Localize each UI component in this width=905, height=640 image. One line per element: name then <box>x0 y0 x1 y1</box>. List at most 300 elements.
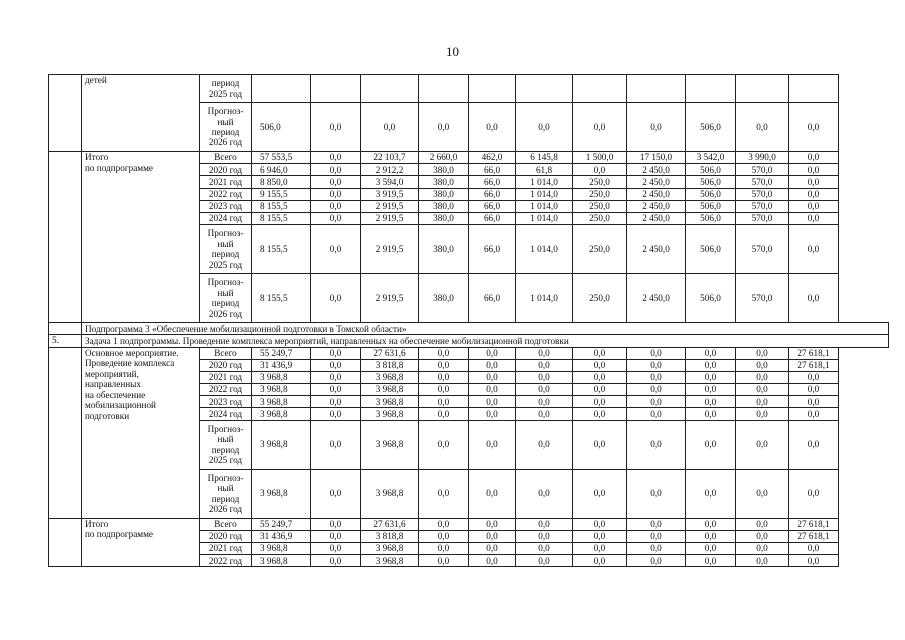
value-cell: 0,0 <box>469 359 516 371</box>
value-cell: 8 155,5 <box>252 200 311 212</box>
value-cell: 0,0 <box>419 384 469 396</box>
table-row <box>49 152 889 164</box>
value-cell: 506,0 <box>686 176 736 188</box>
period-line: 2022 год <box>208 555 243 566</box>
value-cell: 27 618,1 <box>789 530 839 542</box>
value-cell: 0,0 <box>686 469 736 518</box>
value-cell: 570,0 <box>736 200 789 212</box>
value-cell: 0,0 <box>686 396 736 408</box>
value-cell: 0,0 <box>789 200 839 212</box>
value-cell <box>789 75 839 103</box>
value-cell: 3 968,8 <box>252 469 311 518</box>
value-cell: 0,0 <box>469 103 516 152</box>
value-cell: 0,0 <box>627 347 686 359</box>
value-cell: 27 618,1 <box>789 518 839 530</box>
value-cell: 0,0 <box>516 384 573 396</box>
value-cell: 0,0 <box>789 384 839 396</box>
table-row <box>49 347 889 359</box>
value-cell: 2 919,5 <box>361 212 419 224</box>
value-cell: 0,0 <box>311 176 361 188</box>
value-cell: 0,0 <box>686 371 736 383</box>
value-cell: 0,0 <box>736 555 789 567</box>
period-line: 2025 год <box>208 88 243 99</box>
value-cell: 0,0 <box>736 396 789 408</box>
period-line: 2026 год <box>208 308 243 319</box>
value-cell: 2 450,0 <box>627 164 686 176</box>
value-cell: 3 968,8 <box>361 408 419 420</box>
value-cell: 0,0 <box>573 347 627 359</box>
value-cell: 506,0 <box>686 188 736 200</box>
value-cell: 0,0 <box>789 164 839 176</box>
period-line: Прогноз- <box>207 277 244 288</box>
value-cell: 0,0 <box>686 530 736 542</box>
value-cell: 0,0 <box>736 384 789 396</box>
period-line: 2021 год <box>208 372 243 383</box>
period-cell <box>200 75 252 103</box>
value-cell: 0,0 <box>419 371 469 383</box>
value-cell: 0,0 <box>736 530 789 542</box>
value-cell <box>686 75 736 103</box>
value-cell: 1 014,0 <box>516 225 573 274</box>
period-line: 2026 год <box>208 504 243 515</box>
period-cell <box>200 530 252 542</box>
value-cell: 0,0 <box>516 103 573 152</box>
value-cell: 0,0 <box>686 543 736 555</box>
value-cell: 31 436,9 <box>252 359 311 371</box>
value-cell: 0,0 <box>419 359 469 371</box>
period-line: 2022 год <box>208 188 243 199</box>
value-cell: 0,0 <box>311 518 361 530</box>
value-cell: 0,0 <box>311 420 361 469</box>
value-cell: 2 450,0 <box>627 200 686 212</box>
value-cell: 570,0 <box>736 274 789 323</box>
value-cell: 3 968,8 <box>252 543 311 555</box>
value-cell: 0,0 <box>736 420 789 469</box>
measure-name-line: Итого <box>85 518 109 529</box>
value-cell: 0,0 <box>686 347 736 359</box>
value-cell: 0,0 <box>419 347 469 359</box>
value-cell: 2 912,2 <box>361 164 419 176</box>
value-cell: 0,0 <box>736 371 789 383</box>
value-cell: 0,0 <box>516 543 573 555</box>
value-cell: 0,0 <box>311 103 361 152</box>
period-line: Прогноз- <box>207 423 244 434</box>
period-line: ный <box>217 238 234 249</box>
value-cell: 0,0 <box>311 188 361 200</box>
value-cell: 0,0 <box>789 274 839 323</box>
period-line: ный <box>217 116 234 127</box>
value-cell: 0,0 <box>736 359 789 371</box>
value-cell: 570,0 <box>736 164 789 176</box>
period-line: ный <box>217 434 234 445</box>
value-cell: 0,0 <box>516 347 573 359</box>
value-cell <box>627 75 686 103</box>
value-cell: 66,0 <box>469 176 516 188</box>
value-cell: 3 968,8 <box>252 420 311 469</box>
measure-name <box>82 347 200 518</box>
value-cell: 462,0 <box>469 152 516 164</box>
value-cell <box>419 75 469 103</box>
value-cell: 380,0 <box>419 212 469 224</box>
value-cell: 380,0 <box>419 164 469 176</box>
value-cell: 250,0 <box>573 274 627 323</box>
value-cell: 3 968,8 <box>361 469 419 518</box>
value-cell: 2 919,5 <box>361 200 419 212</box>
value-cell: 0,0 <box>736 347 789 359</box>
value-cell: 0,0 <box>789 225 839 274</box>
period-cell <box>200 176 252 188</box>
value-cell: 0,0 <box>361 103 419 152</box>
value-cell: 0,0 <box>311 225 361 274</box>
value-cell: 66,0 <box>469 212 516 224</box>
row-number: 5. <box>49 335 82 347</box>
value-cell: 2 660,0 <box>419 152 469 164</box>
value-cell: 0,0 <box>789 396 839 408</box>
value-cell: 0,0 <box>469 396 516 408</box>
period-cell <box>200 371 252 383</box>
value-cell: 0,0 <box>736 103 789 152</box>
table-row <box>49 518 889 530</box>
value-cell: 0,0 <box>789 469 839 518</box>
period-line: Всего <box>214 152 237 163</box>
value-cell: 3 818,8 <box>361 530 419 542</box>
value-cell: 0,0 <box>516 359 573 371</box>
value-cell: 3 594,0 <box>361 176 419 188</box>
value-cell: 3 968,8 <box>361 543 419 555</box>
value-cell: 3 968,8 <box>252 408 311 420</box>
value-cell: 0,0 <box>573 518 627 530</box>
value-cell: 0,0 <box>789 152 839 164</box>
value-cell: 0,0 <box>516 420 573 469</box>
measure-name <box>82 152 200 323</box>
table-row <box>49 75 889 103</box>
value-cell: 0,0 <box>736 543 789 555</box>
section-heading-row <box>49 323 889 335</box>
value-cell: 0,0 <box>627 555 686 567</box>
period-line: Прогноз- <box>207 228 244 239</box>
value-cell <box>361 75 419 103</box>
period-cell <box>200 164 252 176</box>
period-line: Всего <box>214 347 237 358</box>
value-cell: 0,0 <box>311 274 361 323</box>
value-cell: 0,0 <box>573 420 627 469</box>
value-cell: 380,0 <box>419 274 469 323</box>
value-cell: 0,0 <box>419 103 469 152</box>
value-cell: 22 103,7 <box>361 152 419 164</box>
period-cell <box>200 420 252 469</box>
value-cell <box>311 75 361 103</box>
value-cell: 2 450,0 <box>627 176 686 188</box>
value-cell: 1 014,0 <box>516 188 573 200</box>
value-cell: 0,0 <box>789 543 839 555</box>
value-cell: 17 150,0 <box>627 152 686 164</box>
value-cell: 0,0 <box>311 408 361 420</box>
value-cell: 0,0 <box>419 420 469 469</box>
period-line: период <box>211 78 240 89</box>
measure-name <box>82 75 200 152</box>
value-cell: 8 850,0 <box>252 176 311 188</box>
value-cell: 0,0 <box>469 420 516 469</box>
value-cell: 0,0 <box>516 518 573 530</box>
value-cell: 0,0 <box>789 103 839 152</box>
row-number <box>49 518 82 567</box>
value-cell: 506,0 <box>686 274 736 323</box>
value-cell: 0,0 <box>516 371 573 383</box>
period-line: Прогноз- <box>207 472 244 483</box>
period-cell <box>200 152 252 164</box>
value-cell: 0,0 <box>573 543 627 555</box>
value-cell: 1 014,0 <box>516 212 573 224</box>
value-cell: 0,0 <box>311 543 361 555</box>
value-cell: 0,0 <box>311 384 361 396</box>
value-cell: 0,0 <box>419 530 469 542</box>
measure-name-line: на обеспечение <box>85 389 146 400</box>
value-cell: 0,0 <box>686 555 736 567</box>
value-cell: 55 249,7 <box>252 518 311 530</box>
value-cell: 0,0 <box>311 347 361 359</box>
value-cell: 1 014,0 <box>516 176 573 188</box>
value-cell <box>516 75 573 103</box>
period-line: Всего <box>214 519 237 530</box>
value-cell: 0,0 <box>573 103 627 152</box>
value-cell: 0,0 <box>736 518 789 530</box>
value-cell: 506,0 <box>686 212 736 224</box>
value-cell: 0,0 <box>686 359 736 371</box>
measure-name-line: направленных <box>85 379 141 390</box>
period-cell <box>200 518 252 530</box>
period-line: период <box>211 493 240 504</box>
value-cell: 27 618,1 <box>789 347 839 359</box>
period-cell <box>200 103 252 152</box>
value-cell: 0,0 <box>789 555 839 567</box>
value-cell: 380,0 <box>419 176 469 188</box>
period-cell <box>200 396 252 408</box>
period-cell <box>200 408 252 420</box>
value-cell: 570,0 <box>736 212 789 224</box>
value-cell: 0,0 <box>789 188 839 200</box>
value-cell: 8 155,5 <box>252 212 311 224</box>
value-cell: 2 450,0 <box>627 274 686 323</box>
value-cell: 0,0 <box>573 384 627 396</box>
period-line: 2023 год <box>208 201 243 212</box>
period-line: 2021 год <box>208 176 243 187</box>
value-cell: 0,0 <box>516 469 573 518</box>
value-cell: 0,0 <box>686 518 736 530</box>
value-cell: 0,0 <box>311 359 361 371</box>
value-cell: 506,0 <box>686 164 736 176</box>
value-cell: 250,0 <box>573 176 627 188</box>
value-cell: 2 450,0 <box>627 225 686 274</box>
value-cell: 506,0 <box>686 103 736 152</box>
value-cell: 3 968,8 <box>361 555 419 567</box>
value-cell: 3 968,8 <box>361 420 419 469</box>
value-cell: 0,0 <box>311 371 361 383</box>
value-cell: 3 968,8 <box>252 555 311 567</box>
value-cell: 570,0 <box>736 188 789 200</box>
measure-name-line: подготовки <box>85 411 130 422</box>
period-line: период <box>211 127 240 137</box>
value-cell: 0,0 <box>573 396 627 408</box>
value-cell: 0,0 <box>627 359 686 371</box>
value-cell: 0,0 <box>419 396 469 408</box>
measure-name-line: Основное мероприятие. <box>85 347 179 358</box>
value-cell: 0,0 <box>469 469 516 518</box>
value-cell: 2 919,5 <box>361 274 419 323</box>
value-cell: 66,0 <box>469 200 516 212</box>
value-cell <box>573 75 627 103</box>
value-cell: 0,0 <box>789 371 839 383</box>
value-cell: 3 968,8 <box>361 371 419 383</box>
value-cell: 2 450,0 <box>627 188 686 200</box>
value-cell: 27 618,1 <box>789 359 839 371</box>
value-cell: 0,0 <box>516 530 573 542</box>
value-cell: 3 968,8 <box>361 396 419 408</box>
value-cell: 0,0 <box>419 408 469 420</box>
value-cell: 0,0 <box>736 408 789 420</box>
value-cell: 0,0 <box>627 396 686 408</box>
value-cell: 0,0 <box>789 420 839 469</box>
section-heading-row <box>49 335 889 347</box>
value-cell: 380,0 <box>419 188 469 200</box>
row-number <box>49 323 82 335</box>
period-line: 2020 год <box>208 360 243 371</box>
value-cell: 0,0 <box>789 176 839 188</box>
value-cell: 0,0 <box>469 530 516 542</box>
value-cell: 66,0 <box>469 164 516 176</box>
value-cell: 66,0 <box>469 274 516 323</box>
measure-name-line: по подпрограмме <box>85 529 153 540</box>
budget-table <box>48 74 889 567</box>
value-cell: 0,0 <box>469 371 516 383</box>
value-cell: 0,0 <box>311 212 361 224</box>
period-line: 2020 год <box>208 531 243 542</box>
section-heading: Подпрограмма 3 «Обеспечение мобилизационной подготовки в Томской области» <box>82 323 889 335</box>
value-cell: 0,0 <box>311 555 361 567</box>
value-cell: 250,0 <box>573 212 627 224</box>
measure-name-line: по подпрограмме <box>85 162 153 173</box>
value-cell: 0,0 <box>789 408 839 420</box>
value-cell: 8 155,5 <box>252 225 311 274</box>
value-cell <box>736 75 789 103</box>
period-line: 2020 год <box>208 164 243 175</box>
value-cell: 0,0 <box>686 420 736 469</box>
value-cell: 0,0 <box>627 469 686 518</box>
period-line: период <box>211 298 240 309</box>
period-line: 2022 год <box>208 384 243 395</box>
value-cell: 250,0 <box>573 225 627 274</box>
period-line: Прогноз- <box>207 106 244 117</box>
value-cell: 3 818,8 <box>361 359 419 371</box>
value-cell: 0,0 <box>573 530 627 542</box>
measure-name-line: Проведение комплекса <box>85 358 175 369</box>
period-cell <box>200 200 252 212</box>
value-cell: 0,0 <box>627 103 686 152</box>
period-line: ный <box>217 287 234 298</box>
period-cell <box>200 359 252 371</box>
period-line: 2025 год <box>208 259 243 270</box>
value-cell: 0,0 <box>573 164 627 176</box>
value-cell: 1 500,0 <box>573 152 627 164</box>
value-cell: 0,0 <box>686 408 736 420</box>
value-cell: 0,0 <box>686 384 736 396</box>
period-line: 2021 год <box>208 543 243 554</box>
measure-name-line: мероприятий, <box>85 368 139 379</box>
value-cell: 0,0 <box>419 543 469 555</box>
value-cell: 506,0 <box>686 225 736 274</box>
value-cell: 0,0 <box>573 359 627 371</box>
value-cell: 3 968,8 <box>252 396 311 408</box>
period-cell <box>200 384 252 396</box>
period-cell <box>200 274 252 323</box>
value-cell: 9 155,5 <box>252 188 311 200</box>
value-cell: 0,0 <box>627 543 686 555</box>
value-cell: 27 631,6 <box>361 347 419 359</box>
value-cell: 3 542,0 <box>686 152 736 164</box>
value-cell: 0,0 <box>469 543 516 555</box>
value-cell: 6 145,8 <box>516 152 573 164</box>
row-number <box>49 347 82 518</box>
value-cell: 3 990,0 <box>736 152 789 164</box>
value-cell: 0,0 <box>736 469 789 518</box>
value-cell: 0,0 <box>419 555 469 567</box>
value-cell: 3 968,8 <box>361 384 419 396</box>
value-cell: 0,0 <box>516 408 573 420</box>
value-cell: 1 014,0 <box>516 274 573 323</box>
value-cell: 61,8 <box>516 164 573 176</box>
period-cell <box>200 469 252 518</box>
value-cell: 506,0 <box>686 200 736 212</box>
section-heading: Задача 1 подпрограммы. Проведение комплекса мероприятий, направленных на обеспечение мобилизационной подготовки <box>82 335 889 347</box>
page-number: 10 <box>446 44 459 59</box>
period-cell <box>200 212 252 224</box>
period-line: 2024 год <box>208 408 243 419</box>
value-cell: 0,0 <box>311 200 361 212</box>
value-cell: 0,0 <box>516 555 573 567</box>
value-cell: 0,0 <box>627 518 686 530</box>
period-cell <box>200 543 252 555</box>
value-cell <box>252 75 311 103</box>
value-cell: 570,0 <box>736 225 789 274</box>
value-cell: 0,0 <box>573 469 627 518</box>
period-cell <box>200 225 252 274</box>
value-cell: 0,0 <box>573 371 627 383</box>
value-cell: 0,0 <box>573 555 627 567</box>
value-cell: 1 014,0 <box>516 200 573 212</box>
value-cell: 570,0 <box>736 176 789 188</box>
period-cell <box>200 555 252 567</box>
value-cell: 0,0 <box>789 212 839 224</box>
value-cell: 380,0 <box>419 225 469 274</box>
period-line: 2025 год <box>208 455 243 466</box>
value-cell: 2 450,0 <box>627 212 686 224</box>
value-cell: 380,0 <box>419 200 469 212</box>
value-cell: 66,0 <box>469 225 516 274</box>
row-number <box>49 75 82 152</box>
measure-name-line: детей <box>85 75 107 85</box>
value-cell: 3 968,8 <box>252 371 311 383</box>
value-cell: 0,0 <box>573 408 627 420</box>
value-cell: 0,0 <box>469 518 516 530</box>
value-cell: 0,0 <box>469 555 516 567</box>
value-cell: 0,0 <box>419 518 469 530</box>
value-cell: 27 631,6 <box>361 518 419 530</box>
value-cell: 0,0 <box>419 469 469 518</box>
value-cell: 2 919,5 <box>361 225 419 274</box>
value-cell: 506,0 <box>252 103 311 152</box>
value-cell: 66,0 <box>469 188 516 200</box>
measure-name <box>82 518 200 567</box>
value-cell: 0,0 <box>469 384 516 396</box>
